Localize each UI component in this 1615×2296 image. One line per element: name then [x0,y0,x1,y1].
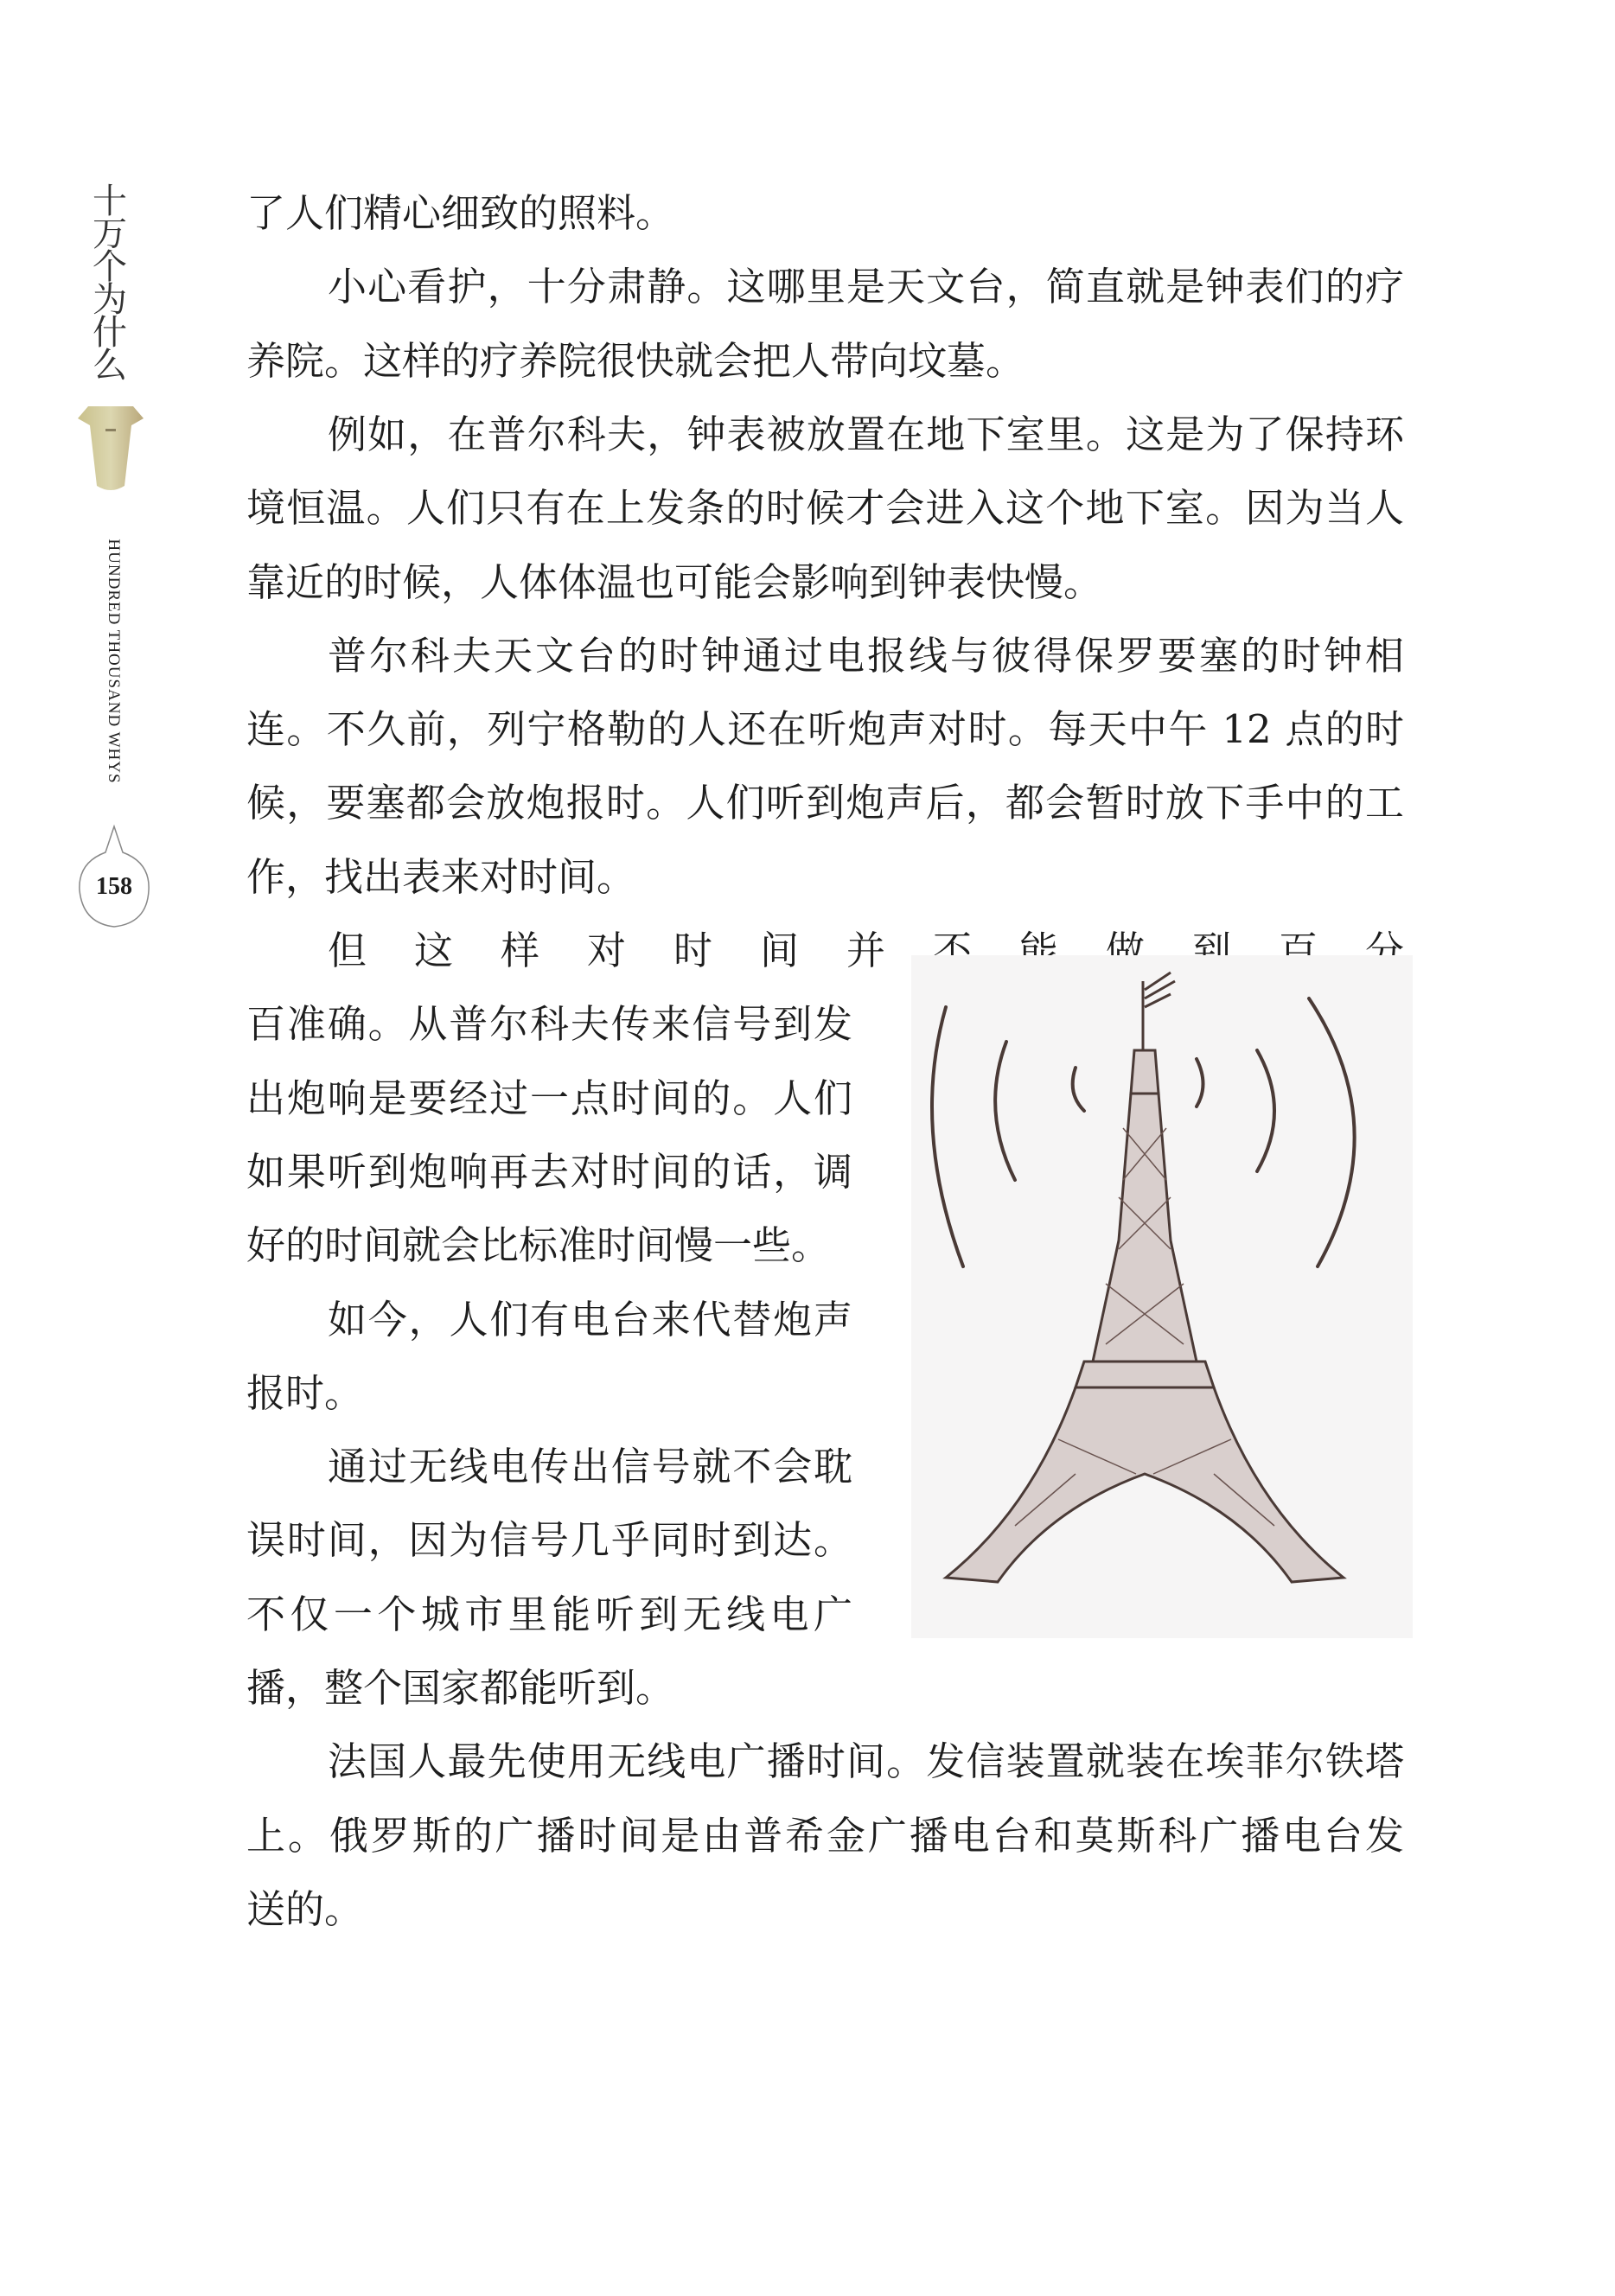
text-line: 境恒温。人们只有在上发条的时候才会进入这个地下室。因为当人 [246,485,1404,532]
text-line: 误时间，因为信号几乎同时到达。 [246,1517,852,1564]
text-line: 如今，人们有电台来代替炮声 [328,1296,852,1343]
side-english-title: HUNDRED THOUSAND WHYS [105,539,123,784]
text-line: 通过无线电传出信号就不会耽 [328,1444,852,1490]
title-char: 万 [93,214,127,254]
eiffel-tower-illustration [911,955,1413,1638]
text-line: 但这样对时间并不能做到百分 [328,928,1404,973]
text-line: 不仅一个城市里能听到无线电广 [246,1591,852,1637]
vase-icon [76,399,145,496]
text-line: 好的时间就会比标准时间慢一些。 [246,1222,831,1269]
text-line: 如果听到炮响再去对时间的话，调 [246,1148,852,1195]
text-line: 上。俄罗斯的广播时间是由普希金广播电台和莫斯科广播电台发 [246,1812,1404,1859]
text-line: 小心看护，十分肃静。这哪里是天文台，简直就是钟表们的疗 [328,264,1404,310]
side-book-title [90,182,130,386]
title-char: 么 [93,346,127,386]
text-line: 送的。 [246,1885,364,1932]
text-line: 候，要塞都会放炮报时。人们听到炮声后，都会暂时放下手中的工 [246,780,1404,826]
text-line: 百准确。从普尔科夫传来信号到发 [246,1001,852,1048]
text-line: 了人们精心细致的照料。 [246,190,675,236]
title-char: 什 [93,313,127,353]
text-line: 养院。这样的疗养院很快就会把人带向坟墓。 [246,337,1025,384]
text-line: 出炮响是要经过一点时间的。人们 [246,1075,852,1121]
page-number: 158 [96,873,132,900]
text-line: 播，整个国家都能听到。 [246,1665,675,1711]
title-char: 为 [93,280,127,320]
text-line: 例如，在普尔科夫，钟表被放置在地下室里。这是为了保持环 [328,411,1404,457]
text-line: 靠近的时候，人体体温也可能会影响到钟表快慢。 [246,558,1103,605]
text-line: 普尔科夫天文台的时钟通过电报线与彼得保罗要塞的时钟相 [328,632,1404,679]
text-line: 连。不久前，列宁格勒的人还在听炮声对时。每天中午 12 点的时 [246,706,1404,753]
title-char: 个 [93,247,127,287]
text-line: 作，找出表来对时间。 [246,853,636,900]
text-line: 报时。 [246,1369,364,1416]
title-char: 十 [93,182,127,221]
text-line: 法国人最先使用无线电广播时间。发信装置就装在埃菲尔铁塔 [328,1738,1404,1785]
